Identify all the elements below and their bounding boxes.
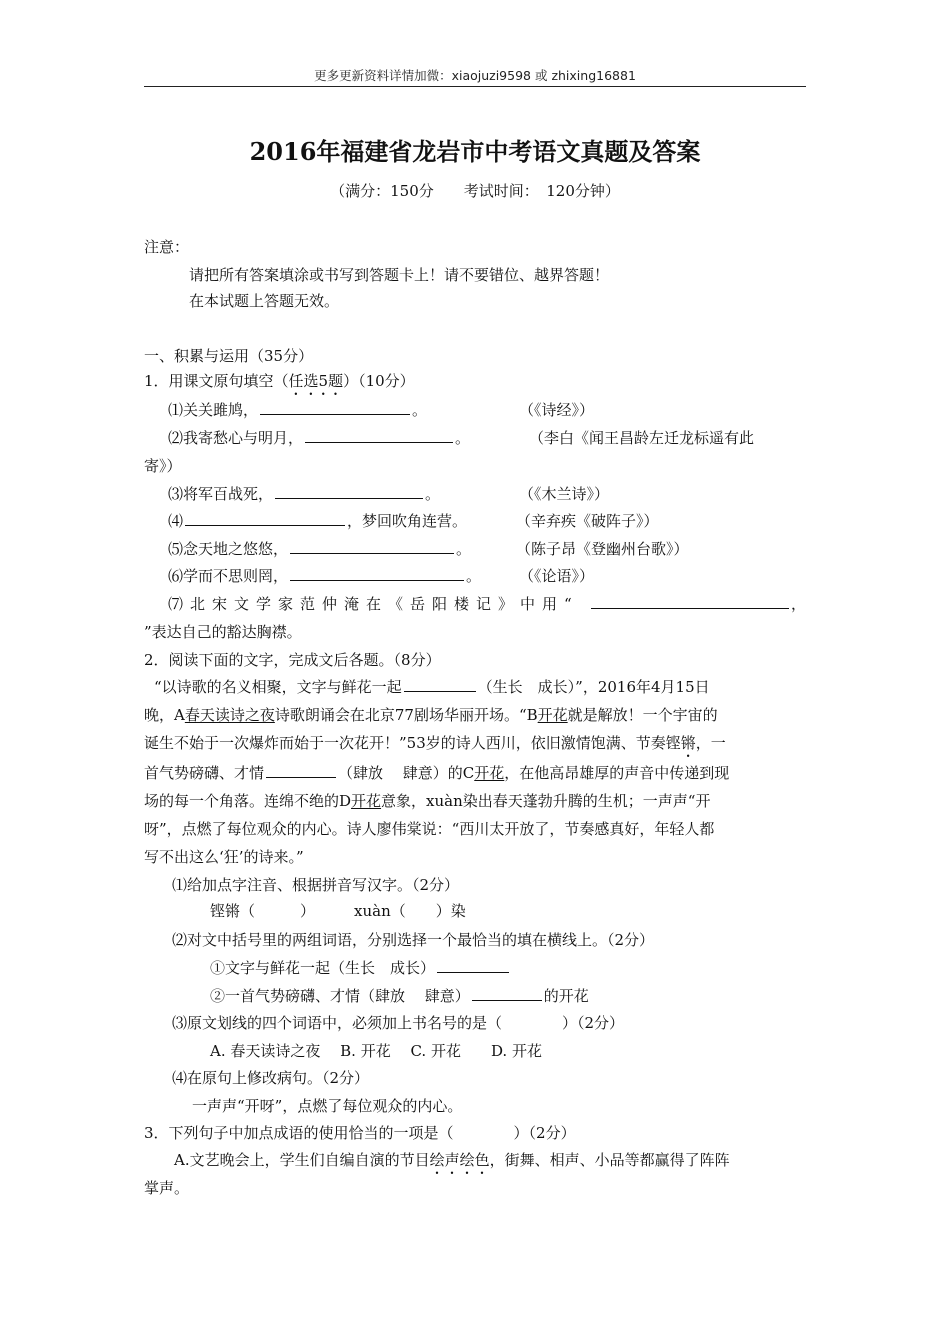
underlined-term: 开花 xyxy=(474,764,505,782)
answer-blank[interactable] xyxy=(591,593,789,609)
underlined-term: 开花 xyxy=(351,792,382,810)
sub-question: ⑶原文划线的四个词语中，必须加上书名号的是（ ）（2分） xyxy=(172,1014,625,1032)
question-1-stem: 1．用课文原句填空（任选5题）（10分） xyxy=(144,372,415,390)
question-3-stem: 3．下列句子中加点成语的使用恰当的一项是（ ）（2分） xyxy=(144,1124,576,1142)
sub-answer-a: 一声声“开呀”，点燃了每位观众的内心。 xyxy=(192,1097,463,1115)
notice-line-2: 在本试题上答题无效。 xyxy=(189,292,340,310)
document-title: 2016年福建省龙岩市中考语文真题及答案 xyxy=(249,137,701,166)
list-item-cont: ”表达自己的豁达胸襟。 xyxy=(144,623,302,641)
answer-blank[interactable] xyxy=(472,985,542,1001)
notice-line-1: 请把所有答案填涂或书写到答题卡上！请不要错位、越界答题！ xyxy=(189,266,610,284)
answer-blank[interactable] xyxy=(305,427,453,443)
document-subtitle: （满分：150分 考试时间： 120分钟） xyxy=(330,182,620,200)
sub-question: ⑵对文中括号里的两组词语，分别选择一个最恰当的填在横线上。（2分） xyxy=(172,931,655,949)
sub-question: ⑷在原句上修改病句。（2分） xyxy=(172,1069,370,1087)
sub-answer-a: ①文字与鲜花一起（生长 成长） xyxy=(210,957,511,978)
source-citation: （《诗经》） xyxy=(519,401,595,419)
section-heading: 一、积累与运用（35分） xyxy=(144,347,314,365)
list-item: ⑷ ，梦回吹角连营。 xyxy=(168,512,468,530)
list-item: ⑵我寄愁心与明月， 。 xyxy=(168,429,471,447)
underlined-term: 春天读诗之夜 xyxy=(184,706,275,724)
passage-line: 首气势磅礴、才情 （肆放 肆意）的C开花，在他高昂雄厚的声音中传递到现 xyxy=(144,764,730,782)
list-item: ⑶将军百战死， 。 xyxy=(168,485,441,503)
underlined-term: 开花 xyxy=(537,706,568,724)
emphasis-dots: 任选5题 xyxy=(288,372,344,390)
source-citation: （陈子昂《登幽州台歌》） xyxy=(516,540,689,558)
question-2-stem: 2．阅读下面的文字，完成文后各题。（8分） xyxy=(144,651,441,669)
page-header: 更多更新资料详情加微：xiaojuzi9598 或 zhixing16881 xyxy=(314,68,636,83)
list-item: ⑸念天地之悠悠， 。 xyxy=(168,540,472,558)
sub-answer-b: ②一首气势磅礴、才情（肆放 肆意） 的开花 xyxy=(210,987,589,1005)
sub-answer-b: xuàn（ ）染 xyxy=(354,902,466,920)
passage-line: 场的每一个角落。连绵不绝的D开花意象，xuàn染出春天蓬勃升腾的生机；一声声“开 xyxy=(144,792,711,810)
option-a: A.文艺晚会上，学生们自编自演的节目绘声绘色，街舞、相声、小品等都赢得了阵阵 xyxy=(174,1151,730,1169)
emphasis-dots: 锵 xyxy=(680,734,696,752)
notice-label: 注意： xyxy=(144,238,190,256)
answer-blank[interactable] xyxy=(266,762,336,778)
source-citation: （《木兰诗》） xyxy=(519,485,610,503)
passage-line: 诞生不始于一次爆炸而始于一次花开！”53岁的诗人西川，依旧激情饱满、节奏铿锵，一 xyxy=(144,734,726,752)
option-a-cont: 掌声。 xyxy=(144,1179,190,1197)
source-citation-cont: 寄》） xyxy=(144,457,182,475)
source-citation: （李白《闻王昌龄左迁龙标遥有此 xyxy=(529,429,755,447)
list-item: ⑺北宋文学家范仲淹在《岳阳楼记》中用“ ， xyxy=(168,595,806,613)
sub-question: ⑴给加点字注音、根据拼音写汉字。（2分） xyxy=(172,876,460,894)
answer-blank[interactable] xyxy=(404,676,476,692)
answer-blank[interactable] xyxy=(185,510,345,526)
passage-line: 写不出这么‘狂’的诗来。” xyxy=(144,848,304,866)
list-item: ⑹学而不思则罔， 。 xyxy=(168,567,482,585)
source-citation: （《论语》） xyxy=(519,567,595,585)
sub-answer-a: 铿锵（ ） xyxy=(210,902,316,920)
answer-blank[interactable] xyxy=(290,538,454,554)
passage-line: 晚，A春天读诗之夜诗歌朗诵会在北京77剧场华丽开场。“B开花就是解放！一个宇宙的 xyxy=(144,706,718,724)
header-rule xyxy=(144,86,806,87)
source-citation: （辛弃疾《破阵子》） xyxy=(516,512,659,530)
passage-line: 呀”，点燃了每位观众的内心。诗人廖伟棠说：“西川太开放了，节奏感真好，年轻人都 xyxy=(144,820,715,838)
passage-line: “以诗歌的名义相聚，文字与鲜花一起 （生长 成长）”，2016年4月15日 xyxy=(154,678,710,696)
answer-blank[interactable] xyxy=(275,483,423,499)
answer-blank[interactable] xyxy=(290,565,464,581)
answer-blank[interactable] xyxy=(437,957,509,973)
list-item: ⑴关关雎鸠， 。 xyxy=(168,401,428,419)
answer-options: A. 春天读诗之夜 B. 开花 C. 开花 D. 开花 xyxy=(210,1042,542,1060)
emphasis-dots: 绘声绘色 xyxy=(429,1151,490,1169)
answer-blank[interactable] xyxy=(260,399,410,415)
